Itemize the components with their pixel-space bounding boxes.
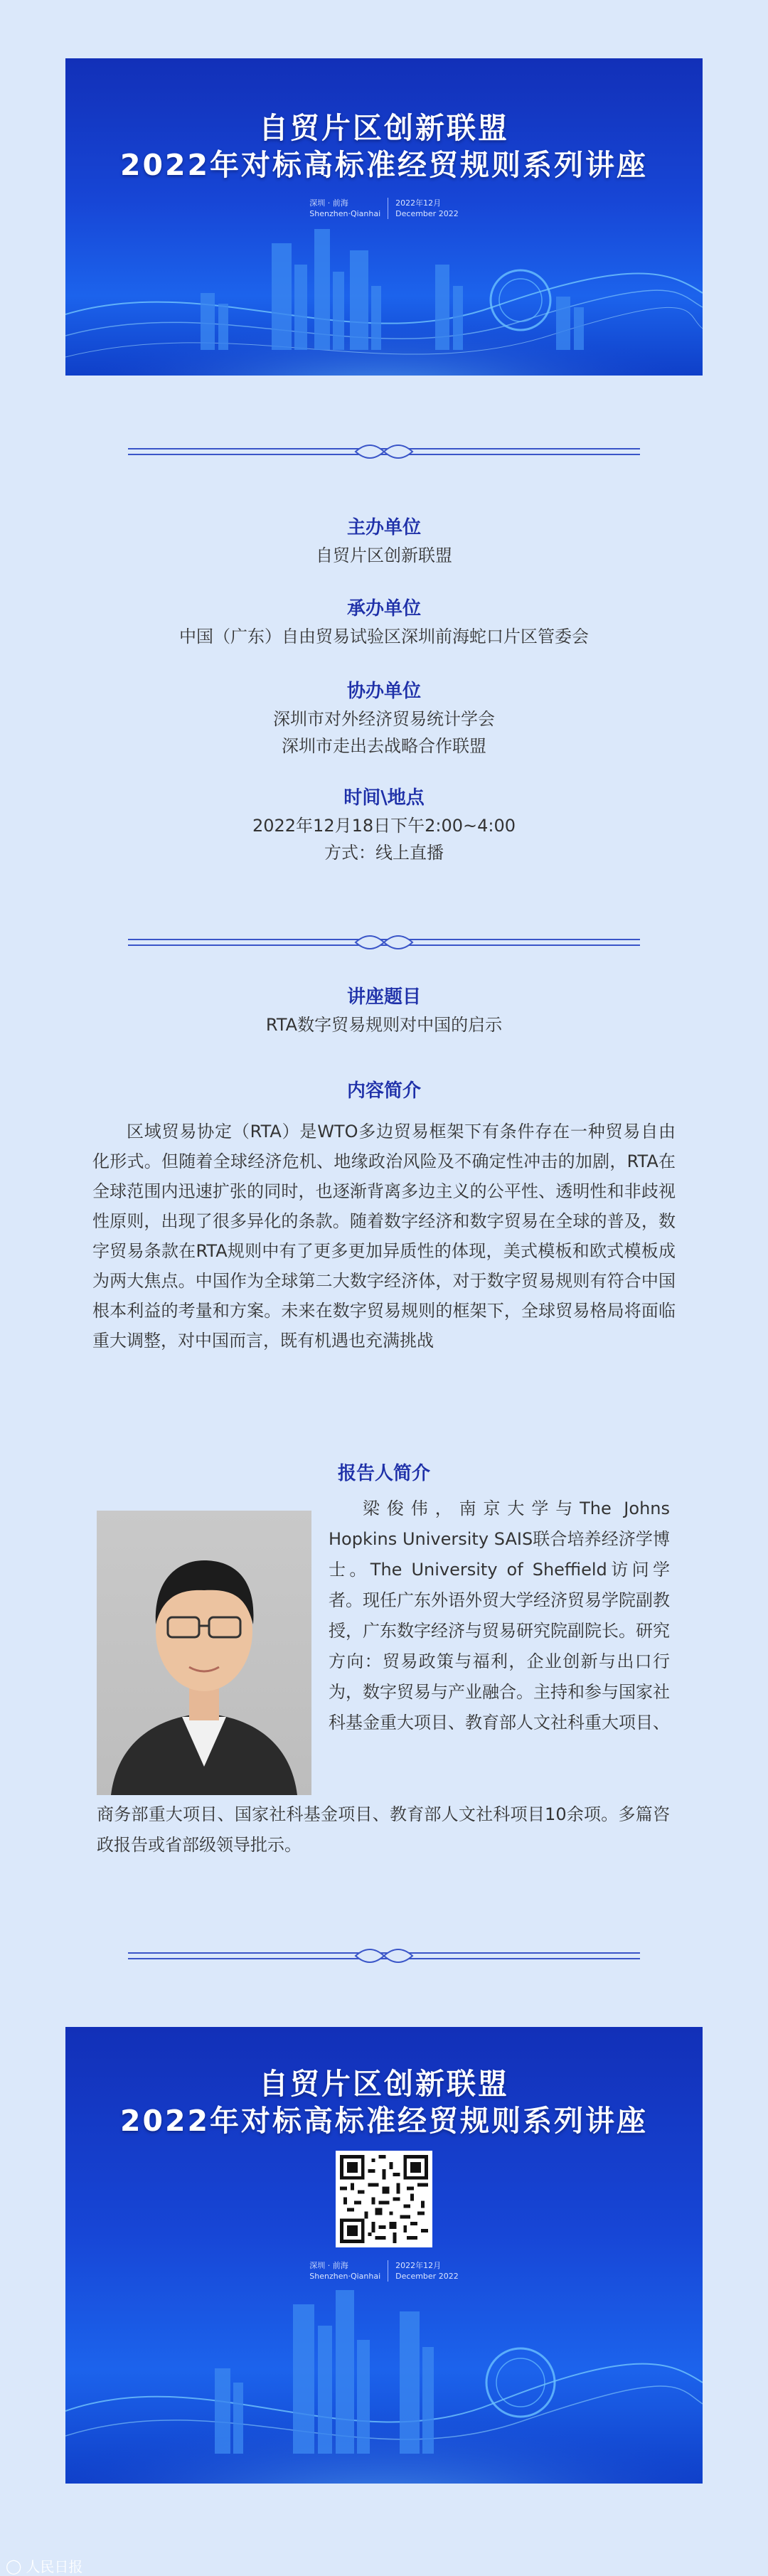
co-organizer-section	[0, 677, 768, 760]
watermark-icon: ◯	[6, 2557, 22, 2575]
banner-title-line1: 自贸片区创新联盟	[259, 2067, 509, 2101]
banner-location-cn: 深圳 · 前海	[309, 198, 348, 208]
ornament-divider	[128, 437, 640, 466]
banner-title-line1: 自贸片区创新联盟	[259, 111, 509, 145]
topic-value: RTA数字贸易规则对中国的启示	[265, 1015, 503, 1035]
time-value: 2022年12月18日下午2:00~4:00	[252, 816, 516, 836]
watermark	[6, 2555, 82, 2576]
banner-meta	[65, 2260, 703, 2282]
co-organizer-heading: 协办单位	[346, 681, 421, 702]
banner-date-en: December 2022	[395, 2272, 459, 2281]
bottom-banner	[65, 2027, 703, 2484]
banner-date-en: December 2022	[395, 209, 459, 218]
speaker-bio-side: 梁俊伟，南京大学与The Johns Hopkins University SAIS联合培养经济学博士。The University of Sheffield访问学者。现任广东外语外贸大学经济贸易学院副教授，广东数字经济与贸易研究院副院长。研究方向：贸易政策与福利，企业创新与出口行为，数字贸易与产业融合。主持和参与国家社科基金重大项目、教育部人文社科重大项目、	[329, 1499, 670, 1733]
ornament-divider	[128, 1942, 640, 1970]
topic-heading: 讲座题目	[346, 986, 421, 1008]
intro-paragraph: 区域贸易协定（RTA）是WTO多边贸易框架下有条件存在一种贸易自由化形式。但随着全球经济危机、地缘政治风险及不确定性冲击的加剧，RTA在全球范围内迅速扩张的同时，也逐渐背离多边主义的公平性、透明性和非歧视性原则，出现了很多异化的条款。随着数字经济和数字贸易在全球的普及，数字贸易条款在RTA规则中有了更多更加异质性的体现，美式模板和欧式模板成为两大焦点。中国作为全球第二大数字经济体，对于数字贸易规则有符合中国根本利益的考量和方案。未来在数字贸易规则的框架下，全球贸易格局将面临重大调整，对中国而言，既有机遇也充满挑战	[92, 1122, 676, 1351]
co-organizer-line1: 深圳市对外经济贸易统计学会	[273, 709, 495, 729]
banner-date-cn: 2022年12月	[395, 198, 442, 208]
time-place-heading: 时间\地点	[343, 787, 425, 809]
intro-heading-wrap	[0, 1077, 768, 1105]
qr-code-image	[340, 2155, 428, 2243]
organizer-value: 自贸片区创新联盟	[316, 545, 452, 565]
banner-title-line2: 2022年对标高标准经贸规则系列讲座	[119, 148, 649, 182]
speaker-heading: 报告人简介	[337, 1463, 430, 1484]
top-banner	[65, 58, 703, 376]
watermark-text: 人民日报	[26, 2558, 83, 2575]
speaker-bio-full: 商务部重大项目、国家社科基金项目、教育部人文社科项目10余项。多篇咨政报告或省部级领导批示。	[97, 1804, 670, 1855]
co-organizer-line2: 深圳市走出去战略合作联盟	[282, 736, 486, 756]
undertaker-heading: 承办单位	[346, 598, 421, 619]
undertaker-section	[0, 595, 768, 650]
banner-location-en: Shenzhen·Qianhai	[309, 2272, 381, 2281]
undertaker-value: 中国（广东）自由贸易试验区深圳前海蛇口片区管委会	[179, 627, 589, 646]
banner-location-en: Shenzhen·Qianhai	[309, 209, 381, 218]
banner-title-line2: 2022年对标高标准经贸规则系列讲座	[119, 2104, 649, 2138]
topic-section	[0, 983, 768, 1038]
ornament-divider	[128, 928, 640, 957]
intro-heading: 内容简介	[346, 1080, 421, 1102]
organizer-section	[0, 513, 768, 569]
speaker-heading-wrap	[0, 1459, 768, 1488]
qr-code[interactable]	[336, 2151, 432, 2247]
banner-location-cn: 深圳 · 前海	[309, 2261, 348, 2270]
banner-date-cn: 2022年12月	[395, 2261, 442, 2270]
mode-value: 方式：线上直播	[324, 843, 444, 863]
organizer-heading: 主办单位	[346, 517, 421, 538]
banner-meta	[65, 198, 703, 219]
speaker-portrait	[97, 1511, 311, 1795]
speaker-photo	[97, 1511, 311, 1795]
time-place-section	[0, 784, 768, 866]
